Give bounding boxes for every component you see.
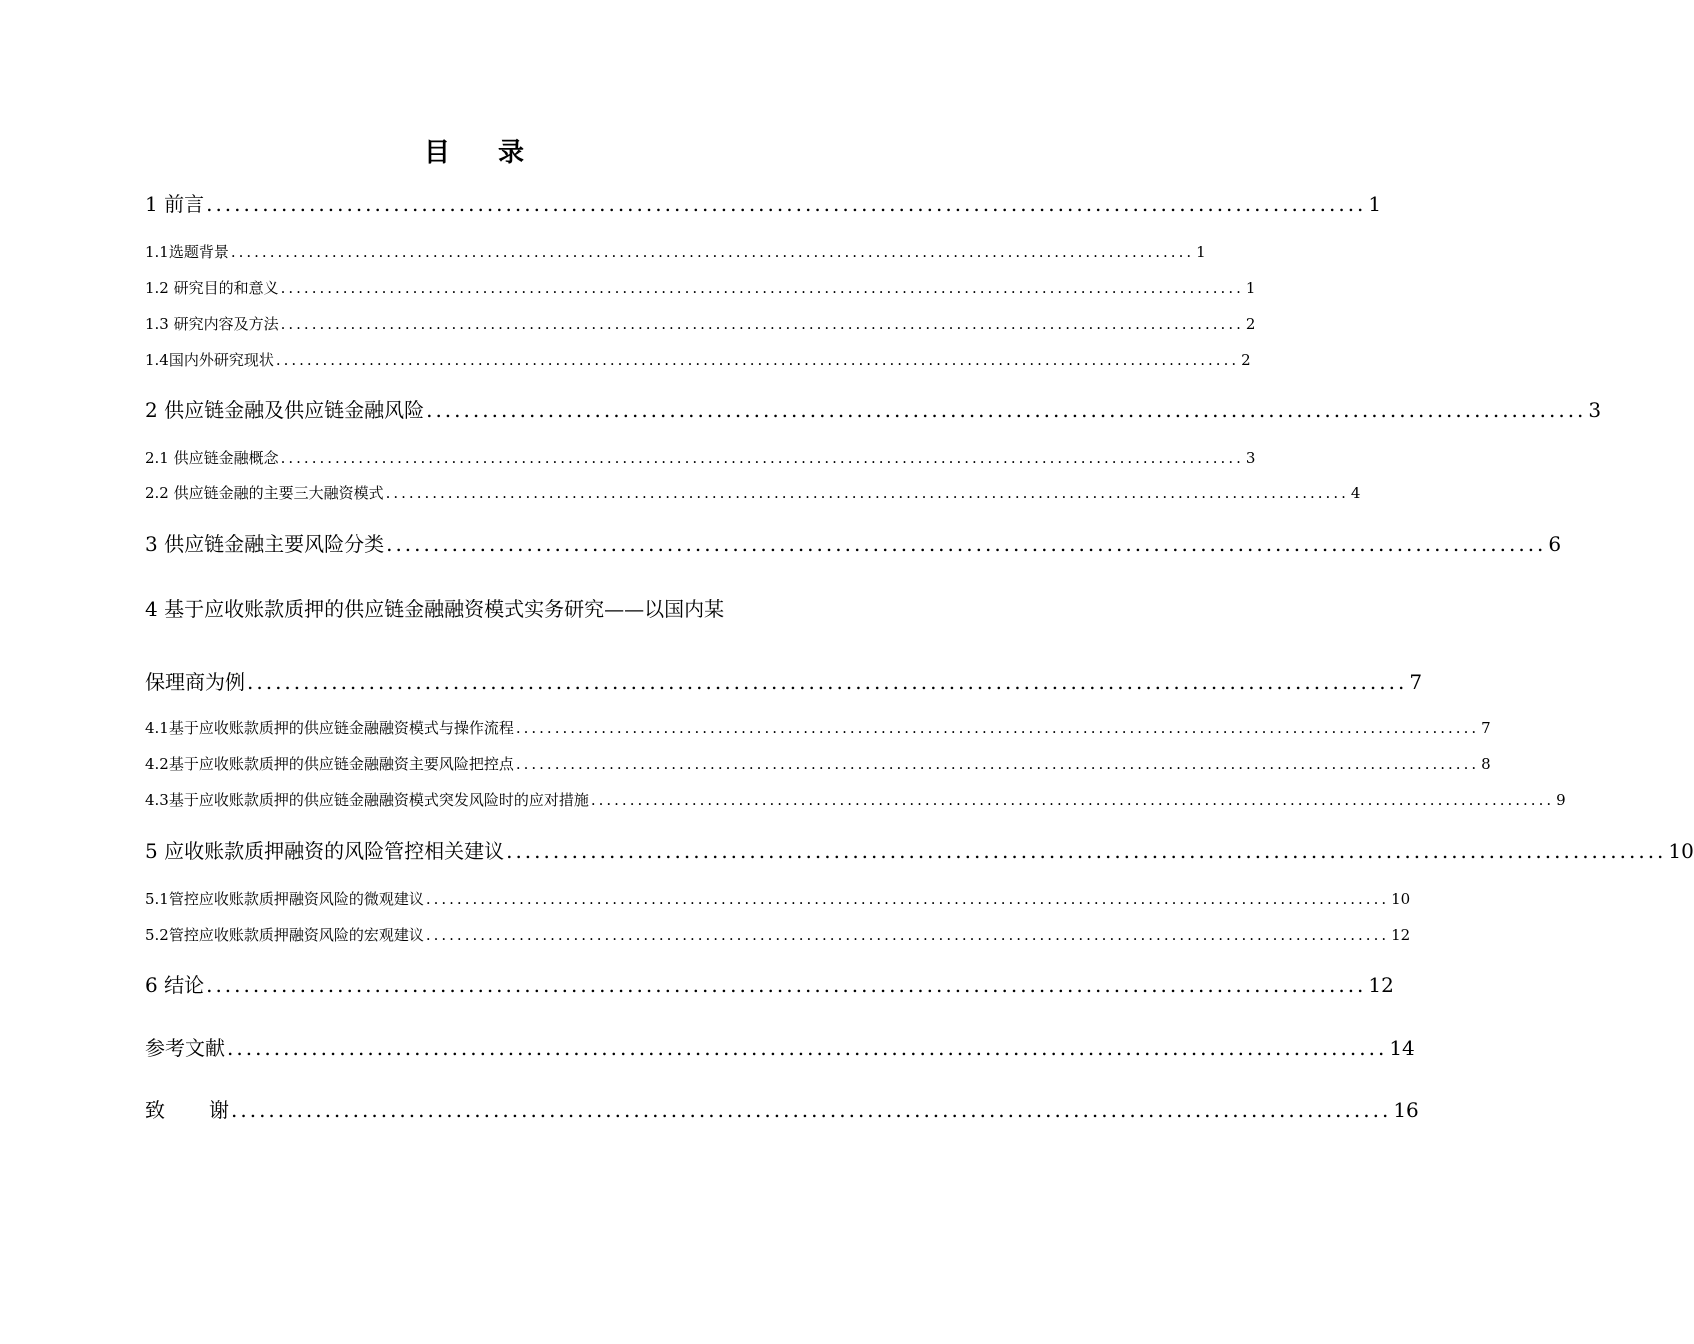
toc-entry-page: 1 [1196,243,1206,261]
toc-entry-page: 2 [1241,351,1251,369]
toc-entry-label: 2 供应链金融及供应链金融风险 [145,398,425,422]
ack-char-1: 致 [145,1098,165,1122]
toc-leader: ............................................................................................................................ [426,398,1587,422]
toc-entry-1[interactable] [145,188,1382,217]
toc-leader: ............................................................................................................................ [206,192,1367,216]
toc-leader: ............................................................................................................................ [206,973,1367,997]
toc-entry-2-2[interactable] [145,482,1361,503]
toc-entry-page: 16 [1393,1098,1419,1122]
toc-entry-references[interactable] [145,1032,1415,1061]
toc-entry-page: 4 [1350,484,1361,502]
toc-entry-label: 1.2 研究目的和意义 [145,279,279,297]
toc-title-char-2: 录 [498,138,527,168]
toc-entry-1-3[interactable] [145,313,1256,334]
toc-entry-5[interactable] [145,835,1694,864]
toc-leader: ............................................................................................................................ [515,719,1480,737]
toc-entry-5-1[interactable] [145,888,1411,909]
toc-entry-page: 7 [1409,670,1423,694]
toc-entry-label: 1 前言 [145,192,205,216]
toc-entry-5-2[interactable] [145,924,1411,945]
toc-entry-2-1[interactable] [145,447,1256,468]
toc-leader: ............................................................................................................................ [515,755,1480,773]
toc-entry-4-3[interactable] [145,789,1566,810]
toc-entry-1-4[interactable] [145,349,1251,370]
toc-entry-1-2[interactable] [145,277,1256,298]
toc-entry-label: 保理商为例 [145,670,245,694]
toc-entry-label: 2.1 供应链金融概念 [145,449,279,467]
toc-entry-page: 12 [1391,926,1411,944]
toc-leader: ............................................................................................................................ [386,532,1547,556]
toc-entry-label: 3 供应链金融主要风险分类 [145,532,385,556]
toc-entry-1-1[interactable] [145,241,1206,262]
toc-entry-label: 5 应收账款质押融资的风险管控相关建议 [145,839,505,863]
toc-leader: ............................................................................................................................ [280,449,1244,467]
toc-leader: ............................................................................................................................ [590,791,1555,809]
toc-entry-page: 9 [1556,791,1566,809]
toc-entry-3[interactable] [145,528,1562,557]
toc-entry-4-line-1[interactable]: 4 基于应收账款质押的供应链金融融资模式实务研究——以国内某 [145,597,725,621]
toc-entry-page: 1 [1368,192,1382,216]
toc-entry-acknowledgements[interactable] [145,1094,1419,1123]
toc-leader: ............................................................................................................................ [231,1098,1392,1122]
toc-title-char-1: 目 [423,138,452,168]
toc-entry-4-1[interactable] [145,717,1491,738]
toc-leader: ............................................................................................................................ [385,484,1349,502]
toc-entry-label: 6 结论 [145,973,205,997]
toc-entry-label: 参考文献 [145,1036,225,1060]
toc-entry-label: 1.4国内外研究现状 [145,351,274,369]
toc-leader: ............................................................................................................................ [425,890,1390,908]
toc-entry-label: 5.1管控应收账款质押融资风险的微观建议 [145,890,424,908]
toc-entry-label: 4.1基于应收账款质押的供应链金融融资模式与操作流程 [145,719,514,737]
toc-entry-page: 3 [1588,398,1602,422]
toc-leader: ............................................................................................................................ [230,243,1195,261]
toc-leader: ............................................................................................................................ [280,279,1244,297]
toc-entry-page: 10 [1668,839,1694,863]
toc-entry-label [145,1094,229,1123]
toc-leader: ............................................................................................................................ [506,839,1667,863]
ack-char-2: 谢 [209,1098,229,1122]
toc-entry-page: 1 [1245,279,1256,297]
toc-leader: ............................................................................................................................ [280,315,1244,333]
toc-entry-page: 7 [1481,719,1491,737]
toc-entry-page: 3 [1245,449,1256,467]
toc-entry-4[interactable] [145,666,1423,695]
toc-entry-label: 1.1选题背景 [145,243,229,261]
toc-leader: ............................................................................................................................ [425,926,1390,944]
toc-entry-page: 12 [1368,973,1394,997]
toc-entry-label: 1.3 研究内容及方法 [145,315,279,333]
toc-entry-6[interactable] [145,969,1394,998]
toc-entry-page: 8 [1481,755,1491,773]
toc-entry-2[interactable] [145,394,1602,423]
toc-title [0,132,950,169]
toc-entry-page: 6 [1548,532,1562,556]
toc-entry-page: 14 [1389,1036,1415,1060]
toc-leader: ............................................................................................................................ [275,351,1240,369]
toc-entry-label: 5.2管控应收账款质押融资风险的宏观建议 [145,926,424,944]
toc-leader: ............................................................................................................................ [227,1036,1388,1060]
toc-leader: ............................................................................................................................ [247,670,1408,694]
toc-entry-page: 2 [1245,315,1256,333]
toc-entry-4-2[interactable] [145,753,1491,774]
toc-entry-page: 10 [1391,890,1411,908]
toc-entry-label: 2.2 供应链金融的主要三大融资模式 [145,484,384,502]
toc-entry-label: 4.2基于应收账款质押的供应链金融融资主要风险把控点 [145,755,514,773]
toc-entry-label: 4.3基于应收账款质押的供应链金融融资模式突发风险时的应对措施 [145,791,589,809]
